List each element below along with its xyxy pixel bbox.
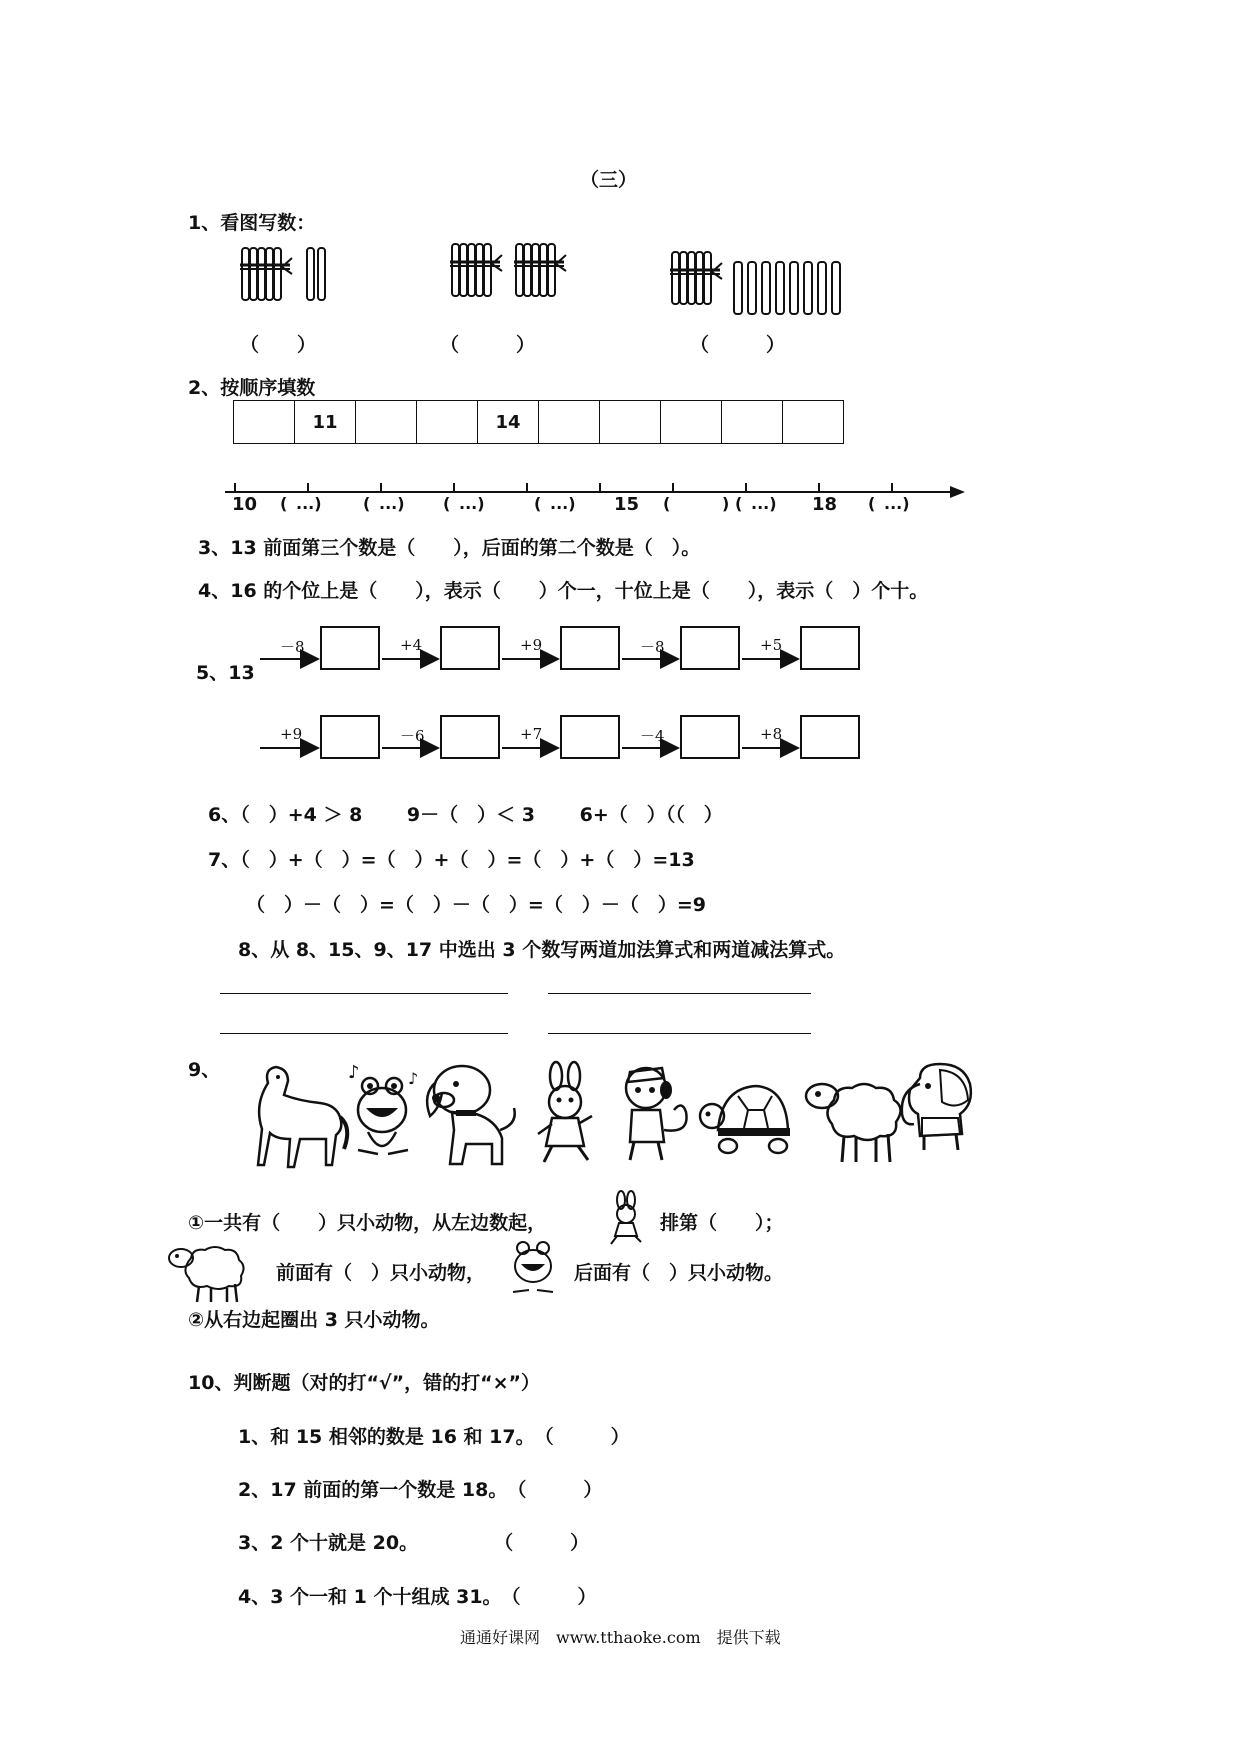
q5-label: 5、13: [196, 662, 255, 684]
q5-op: +4: [400, 636, 423, 654]
numberline-label-18: 18: [812, 494, 838, 515]
q9-line3: ②从右边起圈出 3 只小动物。: [188, 1309, 440, 1331]
sequence-cell[interactable]: [661, 401, 722, 444]
sequence-cell[interactable]: [600, 401, 661, 444]
q5-answer-box[interactable]: [560, 626, 620, 670]
frog-icon: [505, 1236, 561, 1296]
q5-op: +7: [520, 725, 543, 743]
numberline-blank[interactable]: (: [663, 494, 671, 513]
q9-line2-b: 后面有（ ）只小动物。: [574, 1262, 784, 1284]
q5-answer-box[interactable]: [680, 626, 740, 670]
bundle-icon: [240, 248, 292, 300]
q5-op: －4: [640, 727, 665, 745]
sequence-cell[interactable]: [539, 401, 600, 444]
bundle-icon: [450, 244, 502, 296]
sequence-cell[interactable]: [417, 401, 478, 444]
numberline-label-10: 10: [232, 494, 258, 515]
q3-text: 3、13 前面第三个数是（ ），后面的第二个数是（ ）。: [198, 537, 701, 559]
judge-item: 3、2 个十就是 20。 （ ）: [238, 1532, 590, 1554]
judge-item: 4、3 个一和 1 个十组成 31。 （ ）: [238, 1586, 597, 1608]
numberline-blank[interactable]: (: [735, 494, 743, 513]
numberline-blank[interactable]: (: [443, 494, 451, 513]
q1-answer-blank-2[interactable]: （ ）: [440, 334, 536, 356]
q9-line1-a: ①一共有（ ）只小动物，从左边数起，: [188, 1212, 547, 1234]
monkey-icon: [626, 1068, 687, 1160]
sequence-cell[interactable]: [722, 401, 783, 444]
q5-answer-box[interactable]: [440, 626, 500, 670]
answer-line[interactable]: [548, 993, 811, 994]
footer-credit: 通通好课网 www.tthaoke.com 提供下载: [460, 1628, 781, 1647]
q5-answer-box[interactable]: [320, 715, 380, 759]
sequence-cell: 14: [478, 401, 539, 444]
q5-answer-box[interactable]: [800, 715, 860, 759]
q5-op: +9: [520, 636, 543, 654]
q1-answer-blank-3[interactable]: （ ）: [690, 334, 786, 356]
q5-op: +5: [760, 636, 783, 654]
stick-bundles-figure: [230, 240, 1130, 330]
q2-label: 2、按顺序填数: [188, 377, 316, 399]
single-stick-icon: [734, 262, 840, 314]
q9-line2-a: 前面有（ ）只小动物，: [276, 1262, 486, 1284]
judge-item: 2、17 前面的第一个数是 18。 （ ）: [238, 1479, 603, 1501]
sequence-cell: 11: [295, 401, 356, 444]
q5-op: －6: [400, 727, 425, 745]
answer-line[interactable]: [220, 993, 508, 994]
rabbit-icon: [603, 1190, 649, 1244]
single-stick-icon: [307, 248, 325, 300]
q5-answer-box[interactable]: [440, 715, 500, 759]
q10-label: 10、判断题（对的打“√”，错的打“×”）: [188, 1372, 540, 1394]
q5-answer-box[interactable]: [320, 626, 380, 670]
q4-text: 4、16 的个位上是（ ），表示（ ）个一，十位上是（ ），表示（ ）个十。: [198, 580, 929, 602]
q5-op: +9: [280, 725, 303, 743]
numberline-blank[interactable]: ...): [459, 494, 485, 513]
sheep-icon: [167, 1240, 247, 1304]
numberline-blank[interactable]: ...): [751, 494, 777, 513]
page-title: （三）: [580, 169, 638, 191]
q5-answer-box[interactable]: [560, 715, 620, 759]
q6-text: 6、（ ）+4 ＞ 8 9－（ ）＜ 3 6+（ ）（（ ）: [208, 804, 723, 826]
q8-text: 8、从 8、15、9、17 中选出 3 个数写两道加法算式和两道减法算式。: [238, 939, 846, 961]
answer-line[interactable]: [548, 1033, 811, 1034]
numberline-blank[interactable]: ): [722, 494, 730, 513]
horse-icon: [258, 1067, 347, 1167]
turtle-icon: [700, 1086, 790, 1153]
q5-op: －8: [280, 638, 305, 656]
q1-label: 1、看图写数：: [188, 212, 316, 234]
q9-label: 9、: [188, 1059, 221, 1081]
numberline-blank[interactable]: ...): [550, 494, 576, 513]
sheep-icon: [806, 1084, 901, 1162]
q5-op: +8: [760, 725, 783, 743]
svg-text:♪: ♪: [348, 1062, 360, 1083]
q1-answer-blank-1[interactable]: （ ）: [240, 334, 317, 356]
q9-line1-b: 排第（ ）；: [660, 1212, 784, 1234]
number-line: [225, 478, 965, 508]
numberline-blank[interactable]: (: [868, 494, 876, 513]
q5-answer-box[interactable]: [680, 715, 740, 759]
judge-item: 1、和 15 相邻的数是 16 和 17。 （ ）: [238, 1426, 630, 1448]
frog-icon: [348, 1062, 418, 1154]
bundle-icon: [514, 244, 566, 296]
q5-op: －8: [640, 638, 665, 656]
svg-text:♪: ♪: [408, 1069, 419, 1088]
q5-answer-box[interactable]: [800, 626, 860, 670]
numberline-blank[interactable]: (: [363, 494, 371, 513]
q7-line2: （ ）－（ ）=（ ）－（ ）=（ ）－（ ）=9: [246, 894, 706, 916]
numberline-blank[interactable]: (: [280, 494, 288, 513]
elephant-icon: [902, 1064, 971, 1150]
animals-row: [240, 1060, 1000, 1180]
numberline-blank[interactable]: ...): [379, 494, 405, 513]
answer-line[interactable]: [220, 1033, 508, 1034]
sequence-cell[interactable]: [783, 401, 844, 444]
sequence-cell[interactable]: [234, 401, 295, 444]
numberline-blank[interactable]: (: [534, 494, 542, 513]
bundle-icon: [670, 252, 722, 304]
rabbit-icon: [538, 1062, 592, 1162]
numberline-blank[interactable]: ...): [296, 494, 322, 513]
numberline-blank[interactable]: ...): [884, 494, 910, 513]
sequence-cell[interactable]: [356, 401, 417, 444]
numberline-label-15: 15: [614, 494, 640, 515]
sequence-table: [233, 400, 844, 444]
dog-icon: [427, 1066, 515, 1164]
q7-line1: 7、（ ）+（ ）=（ ）+（ ）=（ ）+（ ）=13: [208, 849, 695, 871]
